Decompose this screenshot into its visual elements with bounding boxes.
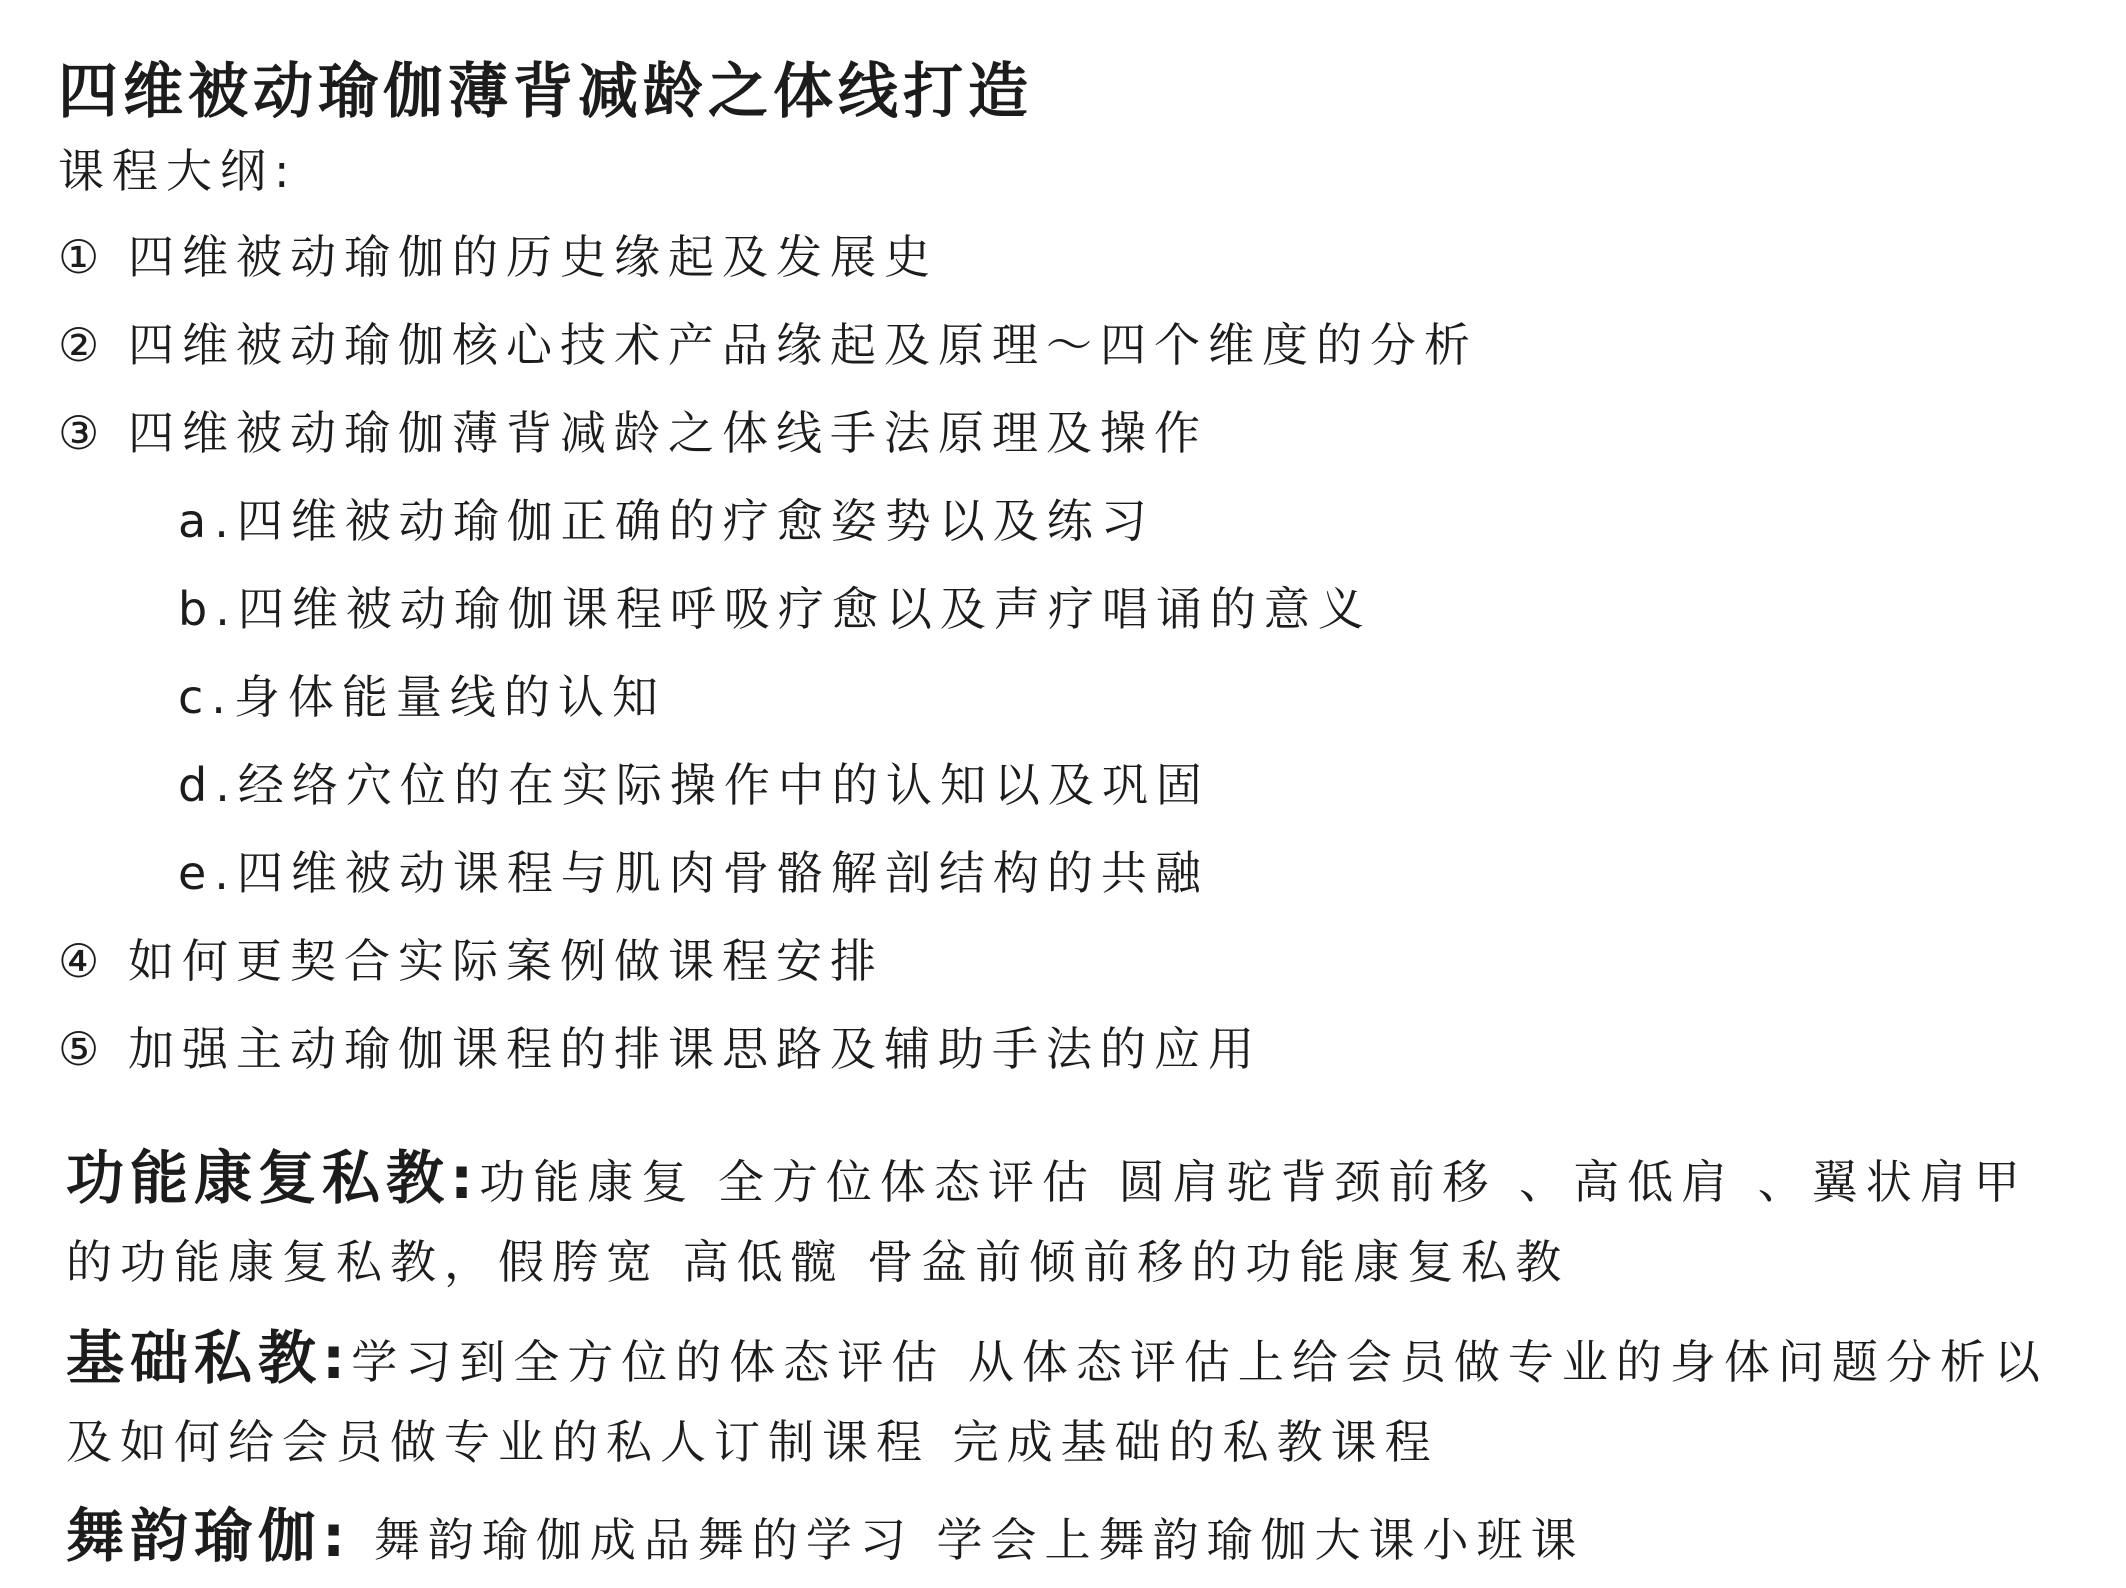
outline-item-4: [58, 926, 884, 996]
outline-item-5: [58, 1014, 1262, 1084]
section-dance-yoga: [66, 1496, 2076, 1580]
section-label: 功能康复私教:: [66, 1144, 480, 1212]
page-title: 四维被动瑜伽薄背减龄之体线打造: [58, 57, 1033, 127]
outline-marker: ④: [58, 934, 108, 988]
outline-sub-item-b: b.四维被动瑜伽课程呼吸疗愈以及声疗唱诵的意义: [178, 582, 1372, 636]
outline-marker: ⑤: [58, 1022, 108, 1076]
section-text: 学习到全方位的体态评估 从体态评估上给会员做专业的身体问题分析以及如何给会员做专业的私人订制课程 完成基础的私教课程: [66, 1335, 2048, 1469]
section-label: 舞韵瑜伽:: [66, 1502, 352, 1570]
outline-text: 四维被动瑜伽的历史缘起及发展史: [128, 230, 938, 284]
outline-marker: ②: [58, 318, 108, 372]
outline-sub-item-a: a.四维被动瑜伽正确的疗愈姿势以及练习: [178, 494, 1155, 548]
section-basic-private: [66, 1318, 2076, 1482]
outline-text: 四维被动瑜伽核心技术产品缘起及原理～四个维度的分析: [128, 318, 1478, 372]
outline-sub-item-c: c.身体能量线的认知: [178, 670, 666, 724]
section-text: 舞韵瑜伽成品舞的学习 学会上舞韵瑜伽大课小班课: [351, 1513, 1585, 1567]
outline-heading: 课程大纲:: [58, 144, 298, 198]
outline-text: 四维被动瑜伽薄背减龄之体线手法原理及操作: [128, 406, 1208, 460]
section-text: 功能康复 全方位体态评估 圆肩驼背颈前移 、高低肩 、翼状肩甲的功能康复私教，假胯宽 高低髋 骨盆前倾前移的功能康复私教: [66, 1155, 2028, 1289]
section-functional-rehab: [66, 1138, 2076, 1302]
outline-text: 加强主动瑜伽课程的排课思路及辅助手法的应用: [128, 1022, 1262, 1076]
section-label: 基础私教:: [66, 1324, 352, 1392]
outline-sub-item-d: d.经络穴位的在实际操作中的认知以及巩固: [178, 758, 1210, 812]
outline-item-1: [58, 222, 938, 292]
outline-marker: ①: [58, 230, 108, 284]
outline-item-3: [58, 398, 1208, 468]
outline-text: 如何更契合实际案例做课程安排: [128, 934, 884, 988]
outline-marker: ③: [58, 406, 108, 460]
outline-sub-item-e: e.四维被动课程与肌肉骨骼解剖结构的共融: [178, 846, 1209, 900]
outline-item-2: [58, 310, 1478, 380]
